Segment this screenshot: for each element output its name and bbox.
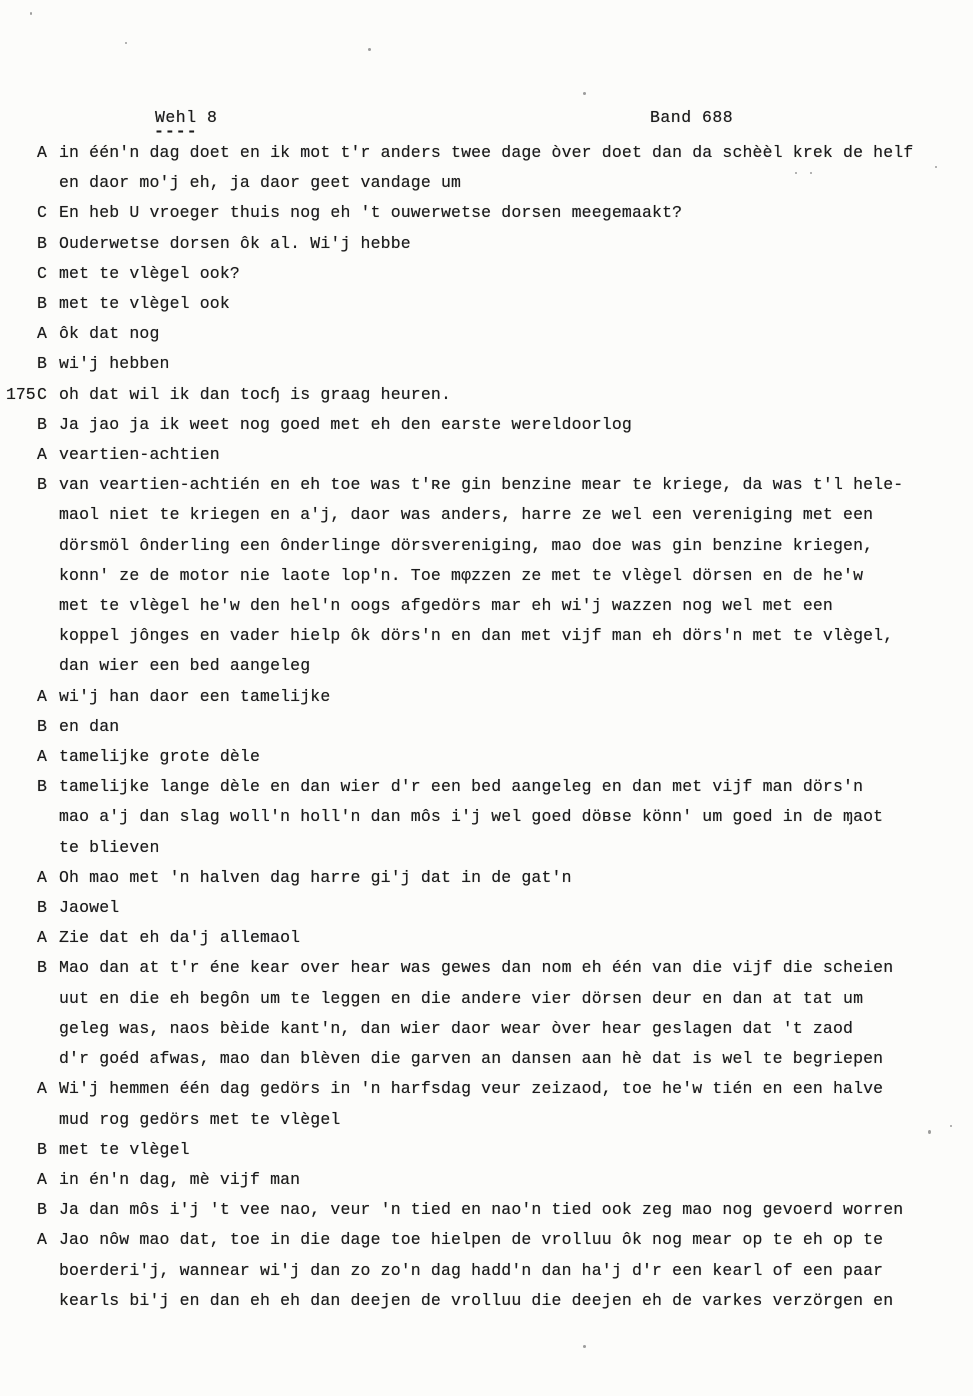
speaker-label: A [37,1079,47,1099]
speaker-label: A [37,324,47,344]
band-title: Band 688 [650,108,734,127]
dialogue-line: in én'n dag, mè vijf man [59,1169,301,1189]
dialogue-line: tamelijke lange dèle en dan wier d'r een bed aangeleg en dan met vijf man dörs'n [59,777,864,797]
dialogue-text [59,470,959,681]
dialogue-line: Wi'j hemmen één dag gedörs in 'n harfsdag veur zeizaod, toe he'w tién en een halve [59,1079,884,1099]
dialogue-line: Ja jao ja ik weet nog goed met eh den earste wereldoorlog [59,414,632,434]
speaker-label: B [37,777,47,797]
dialogue-line: wi'j hebben [59,354,170,374]
dialogue-line: te blieven [59,837,160,857]
dialogue-line: Ja dan môs i'j 't vee nao, veur 'n tied en nao'n tied ook zeg mao nog gevoerd worren [59,1200,904,1220]
speaker-label: A [37,747,47,767]
dialogue-entry [0,410,973,440]
dialogue-entry [0,470,973,681]
speaker-label: B [37,716,47,736]
scan-speck [795,172,797,174]
dialogue-line: Ouderwetse dorsen ôk al. Wi'j hebbe [59,233,411,253]
speaker-label: B [37,1139,47,1159]
speaker-label: A [37,867,47,887]
dialogue-line: koppel jônges en vader hielp ôk dörs'n en dan met vijf man eh dörs'n met te vlègel, [59,626,894,646]
dialogue-text [59,259,959,289]
dialogue-line: ôk dat nog [59,324,160,344]
dialogue-line: en daor mo'j eh, ja daor geet vandage um [59,173,462,193]
speaker-label: B [37,294,47,314]
speaker-label: B [37,1200,47,1220]
speaker-label: B [37,475,47,495]
dialogue-line: boerderi'j, wannear wi'j dan zo zo'n dag hadd'n dan ha'j d'r een kearl of een paar [59,1260,884,1280]
dialogue-line: Jaowel [59,898,120,918]
dialogue-text [59,349,959,379]
dialogue-entry [0,682,973,712]
dialogue-line: konn' ze de motor nie laote lop'n. Toe mφzzen ze met te vlègel dörsen en de he'w [59,565,864,585]
dialogue-line: dan wier een bed aangeleg [59,656,311,676]
dialogue-entry [0,1195,973,1225]
page-title: Wehl 8 [155,108,218,127]
speaker-label: A [37,1169,47,1189]
dialogue-line: geleg was, naos bèide kant'n, dan wier daor wear òver hear geslagen dat 't zaod [59,1018,854,1038]
dialogue-text [59,712,959,742]
speaker-label: A [37,1230,47,1250]
speaker-label: B [37,958,47,978]
speaker-label: A [37,143,47,162]
dialogue-entry [0,259,973,289]
dialogue-entry [0,893,973,923]
dialogue-line: oh dat wil ik dan tocɧ is graag heuren. [59,384,452,404]
dialogue-text [59,772,959,863]
dialogue-line: veartien-achtien [59,445,220,465]
dialogue-text [59,1165,959,1195]
dialogue-line: dörsmöl ônderling een ônderlinge dörsvereniging, mao doe was gin benzine kriegen, [59,535,874,555]
transcript-body [0,138,973,1316]
dialogue-text [59,682,959,712]
dialogue-text [59,319,959,349]
dialogue-text [59,1195,959,1225]
dialogue-entry [0,1225,973,1316]
dialogue-entry [0,1074,973,1134]
speaker-label: A [37,928,47,948]
dialogue-text [59,410,959,440]
dialogue-entry [0,1135,973,1165]
dialogue-entry [0,319,973,349]
speaker-label: B [37,354,47,374]
dialogue-line: mao a'j dan slag woll'n holl'n dan môs i'j wel goed döʙse könn' um goed in de ɱaot [59,807,884,827]
dialogue-entry [0,863,973,893]
dialogue-line: uut en die eh begôn um te leggen en die andere vier dörsen deur en dan at tat um [59,988,864,1008]
speaker-label: A [37,445,47,465]
dialogue-line: Jao nôw mao dat, toe in die dage toe hielpen de vrolluu ôk nog mear op te eh op te [59,1230,884,1250]
dialogue-text [59,863,959,893]
dialogue-line: maol niet te kriegen en a'j, daor was anders, harre ze wel een vereniging met een [59,505,874,525]
scan-speck [583,1345,586,1348]
dialogue-entry [0,289,973,319]
dialogue-line: Zie dat eh da'j allemaol [59,928,301,948]
dialogue-entry [0,380,973,410]
dialogue-entry [0,349,973,379]
speaker-label: C [37,263,47,283]
dialogue-line: mud rog gedörs met te vlègel [59,1109,341,1129]
scan-speck [125,42,127,44]
dialogue-entry [0,1165,973,1195]
dialogue-entry [0,772,973,863]
scan-speck [583,92,586,95]
dialogue-entry [0,923,973,953]
dialogue-text [59,893,959,923]
scan-speck [935,166,937,168]
dialogue-line: En heb U vroeger thuis nog eh 't ouwerwetse dorsen meegemaakt? [59,203,683,223]
scan-speck [810,172,812,174]
dialogue-text [59,1074,959,1134]
speaker-label: C [37,203,47,223]
dialogue-line: Mao dan at t'r éne kear over hear was gewes dan nom eh één van die vijf die scheien [59,958,894,978]
dialogue-entry [0,742,973,772]
dialogue-entry [0,953,973,1074]
speaker-label: B [37,414,47,434]
dialogue-text [59,138,959,198]
dialogue-line: met te vlègel ook? [59,263,240,283]
scan-speck [30,12,32,15]
speaker-label: B [37,233,47,253]
dialogue-entry [0,198,973,228]
dialogue-line: tamelijke grote dèle [59,747,261,767]
page-title-underline: ---- [154,122,198,141]
dialogue-text [59,229,959,259]
scan-speck [928,1130,931,1134]
dialogue-entry [0,138,973,198]
dialogue-line: en dan [59,716,120,736]
dialogue-text [59,923,959,953]
dialogue-text [59,380,959,410]
dialogue-entry [0,229,973,259]
dialogue-line: in één'n dag doet en ik mot t'r anders twee dage òver doet dan da schèèl krek de helf [59,143,914,162]
dialogue-text [59,440,959,470]
dialogue-text [59,1135,959,1165]
dialogue-entry [0,712,973,742]
line-number: 175 [6,384,36,404]
dialogue-line: met te vlègel [59,1139,190,1159]
dialogue-text [59,198,959,228]
dialogue-text [59,289,959,319]
scan-speck [368,48,371,51]
speaker-label: A [37,686,47,706]
speaker-label: C [37,384,47,404]
dialogue-line: wi'j han daor een tamelijke [59,686,331,706]
dialogue-line: met te vlègel ook [59,294,230,314]
dialogue-line: Oh mao met 'n halven dag harre gi'j dat in de gat'n [59,867,572,887]
dialogue-line: kearls bi'j en dan eh eh dan deejen de vrolluu die deejen eh de varkes verzörgen en [59,1290,894,1310]
dialogue-line: met te vlègel he'w den hel'n oogs afgedörs mar eh wi'j wazzen nog wel met een [59,596,833,616]
speaker-label: B [37,898,47,918]
dialogue-entry [0,440,973,470]
dialogue-text [59,742,959,772]
dialogue-text [59,1225,959,1316]
dialogue-line: d'r goéd afwas, mao dan blèven die garven an dansen aan hè dat is wel te begriepen [59,1049,884,1069]
dialogue-text [59,953,959,1074]
scan-speck [950,1125,952,1127]
dialogue-line: van veartien-achtién en eh toe was t'ʀe gin benzine mear te kriege, da was t'l hele- [59,475,904,495]
